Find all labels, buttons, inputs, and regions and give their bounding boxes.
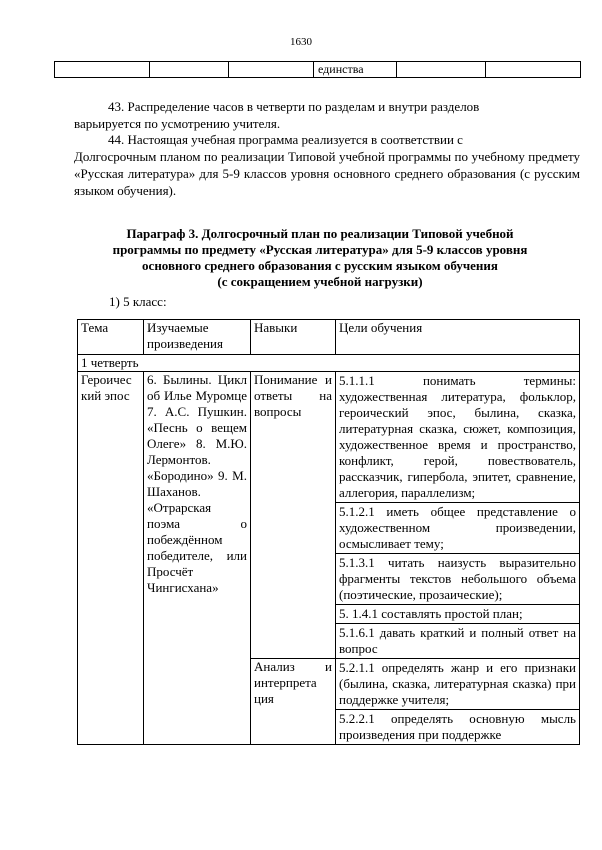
header-topic: Тема (78, 320, 144, 355)
heading-line: (с сокращением учебной нагрузки) (217, 274, 423, 289)
paragraph-44 (74, 131, 580, 199)
works-cell: 6. Былины. Цикл об Илье Муромце 7. А.С. Пушкин. «Песнь о вещем Олеге» 8. М.Ю. Лермонтов. «Бородино» 9. М. Шаханов. «Отрарская поэма о побеждённом победителе, или Просчёт Чингисхана» (144, 372, 251, 745)
goal-item: 5.1.2.1 иметь общее представление о художественном произведении, осмысливает тему; (336, 502, 579, 553)
section-heading (60, 226, 580, 290)
goal-item: 5.2.2.1 определять основную мысль произведения при поддержке (336, 709, 579, 744)
goals-cell (336, 372, 580, 659)
heading-line: программы по предмету «Русская литература» для 5-9 классов уровня (112, 242, 528, 257)
goal-item: 5.1.1.1 понимать термины: художественная литература, фольклор, героический эпос, былина, сказка, литературная сказка, сюжет, композиция, художественное время и пространство, конфликт, герой, повествователь, рассказчик, гипербола, эпитет, сравнение, аллегория, параллелизм; (339, 373, 576, 500)
header-works: Изучаемые произведения (144, 320, 251, 355)
long-term-plan-table (77, 319, 580, 745)
goal-item: 5.2.1.1 определять жанр и его признаки (былина, сказка, литературная сказка) при поддержке учителя; (339, 660, 576, 707)
paragraph-rest: Долгосрочным планом по реализации Типовой учебной программы по учебному предмету «Русская литература» для 5-9 классов уровня основного среднего образования (с русским языком обучения). (74, 149, 580, 198)
class-label: 1) 5 класс: (109, 294, 167, 309)
table-cell (229, 62, 314, 78)
heading-line: основного среднего образования с русским языком обучения (142, 258, 498, 273)
table-cell: единства (314, 62, 397, 78)
skill-cell: Анализ и интерпрета ция (251, 659, 336, 745)
continuation-table (54, 61, 581, 78)
goal-item: 5. 1.4.1 составлять простой план; (336, 604, 579, 623)
paragraph-first-line: 44. Настоящая учебная программа реализуется в соответствии с (108, 132, 463, 147)
header-skills: Навыки (251, 320, 336, 355)
table-cell (397, 62, 486, 78)
goals-cell (336, 659, 580, 745)
paragraph-43 (74, 98, 580, 132)
topic-cell: Героичес кий эпос (78, 372, 144, 745)
page-number: 1630 (290, 36, 312, 48)
table-cell (150, 62, 229, 78)
quarter-label: 1 четверть (78, 355, 580, 372)
table-row (78, 372, 580, 659)
skill-cell: Понимание и ответы на вопросы (251, 372, 336, 659)
goal-item: 5.1.6.1 давать краткий и полный ответ на вопрос (336, 623, 579, 658)
table-cell (486, 62, 581, 78)
quarter-row (78, 355, 580, 372)
table-header-row (78, 320, 580, 355)
paragraph-first-line: 43. Распределение часов в четверти по разделам и внутри разделов (108, 99, 480, 114)
table-row (55, 62, 581, 78)
header-goals: Цели обучения (336, 320, 580, 355)
paragraph-rest: варьируется по усмотрению учителя. (74, 116, 281, 131)
heading-line: Параграф 3. Долгосрочный план по реализации Типовой учебной (126, 226, 514, 241)
goal-item: 5.1.3.1 читать наизусть выразительно фрагменты текстов небольшого объема (поэтические, прозаические); (336, 553, 579, 604)
table-cell (55, 62, 150, 78)
